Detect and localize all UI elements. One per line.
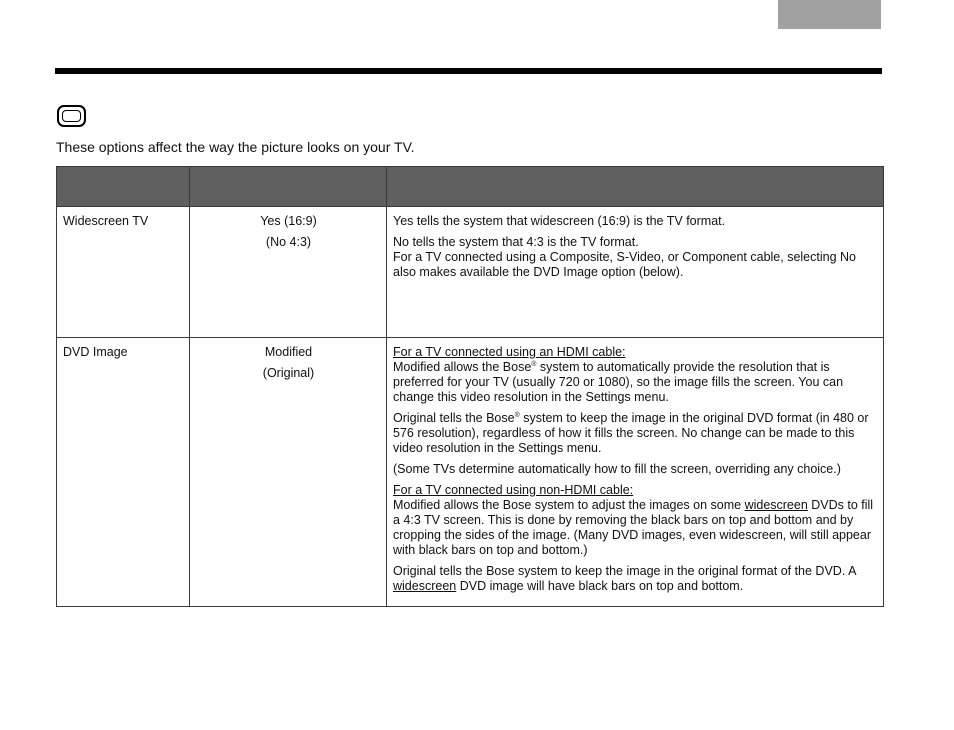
setting-value: (Original) — [262, 366, 315, 380]
hdmi-heading: For a TV connected using an HDMI cable: — [393, 345, 626, 359]
table-header — [57, 167, 884, 207]
description-text: DVD image will have black bars on top and bottom. — [456, 579, 744, 593]
description-text: Modified allows the Bose system to adjust the images on some — [393, 498, 745, 512]
option-settings — [190, 207, 387, 338]
option-description — [387, 207, 884, 338]
table-row — [57, 207, 884, 338]
registered-mark: ® — [514, 412, 520, 419]
description-paragraph — [393, 564, 878, 594]
description-text: system to automatically provide the resolution that is preferred for your TV (usually 720 or 1080), so the image fills the screen. You can change this video resolution in the Settings menu. — [393, 360, 844, 404]
description-paragraph — [393, 235, 878, 280]
description-text: Original tells the Bose — [393, 411, 515, 425]
setting-value: Modified — [264, 345, 313, 359]
description-paragraph — [393, 345, 878, 405]
table-row — [57, 338, 884, 607]
header-option — [57, 167, 190, 207]
option-name: DVD Image — [57, 338, 190, 607]
description-text: DVDs to fill a 4:3 TV screen. This is done by removing the black bars on top and bottom and by cropping the sides of the image. (Many DVD images, even widescreen, will still appear with black bars on top and bottom.) — [393, 498, 874, 557]
widescreen-term: widescreen — [393, 579, 457, 593]
description-text: Modified allows the Bose — [393, 360, 532, 374]
intro-text: These options affect the way the picture looks on your TV. — [56, 139, 415, 155]
header-description — [387, 167, 884, 207]
header-rule — [55, 68, 882, 74]
setting-value: Yes (16:9) — [260, 214, 317, 228]
tv-icon — [57, 105, 86, 127]
option-name: Widescreen TV — [57, 207, 190, 338]
description-paragraph — [393, 411, 878, 456]
description-text: system to keep the image in the original DVD format (in 480 or 576 resolution), regardless of how it fills the screen. No change can be made to this video resolution in the Settings menu. — [393, 411, 869, 455]
nonhdmi-heading: For a TV connected using non-HDMI cable: — [393, 483, 634, 497]
header-settings — [190, 167, 387, 207]
description-text: No tells the system that 4:3 is the TV format. — [393, 235, 639, 249]
option-description — [387, 338, 884, 607]
description-text: For a TV connected using a Composite, S-Video, or Component cable, selecting No also makes available the DVD Image option (below). — [393, 250, 856, 279]
setting-value: (No 4:3) — [265, 235, 312, 249]
description-text: Original tells the Bose system to keep the image in the original format of the DVD. A — [393, 564, 856, 578]
option-settings — [190, 338, 387, 607]
description-paragraph: Yes tells the system that widescreen (16:9) is the TV format. — [393, 214, 726, 228]
options-table — [56, 166, 884, 607]
description-paragraph: (Some TVs determine automatically how to fill the screen, overriding any choice.) — [393, 462, 841, 476]
registered-mark: ® — [531, 361, 537, 368]
widescreen-term: widescreen — [744, 498, 808, 512]
corner-tab — [778, 0, 881, 29]
description-paragraph — [393, 483, 878, 558]
